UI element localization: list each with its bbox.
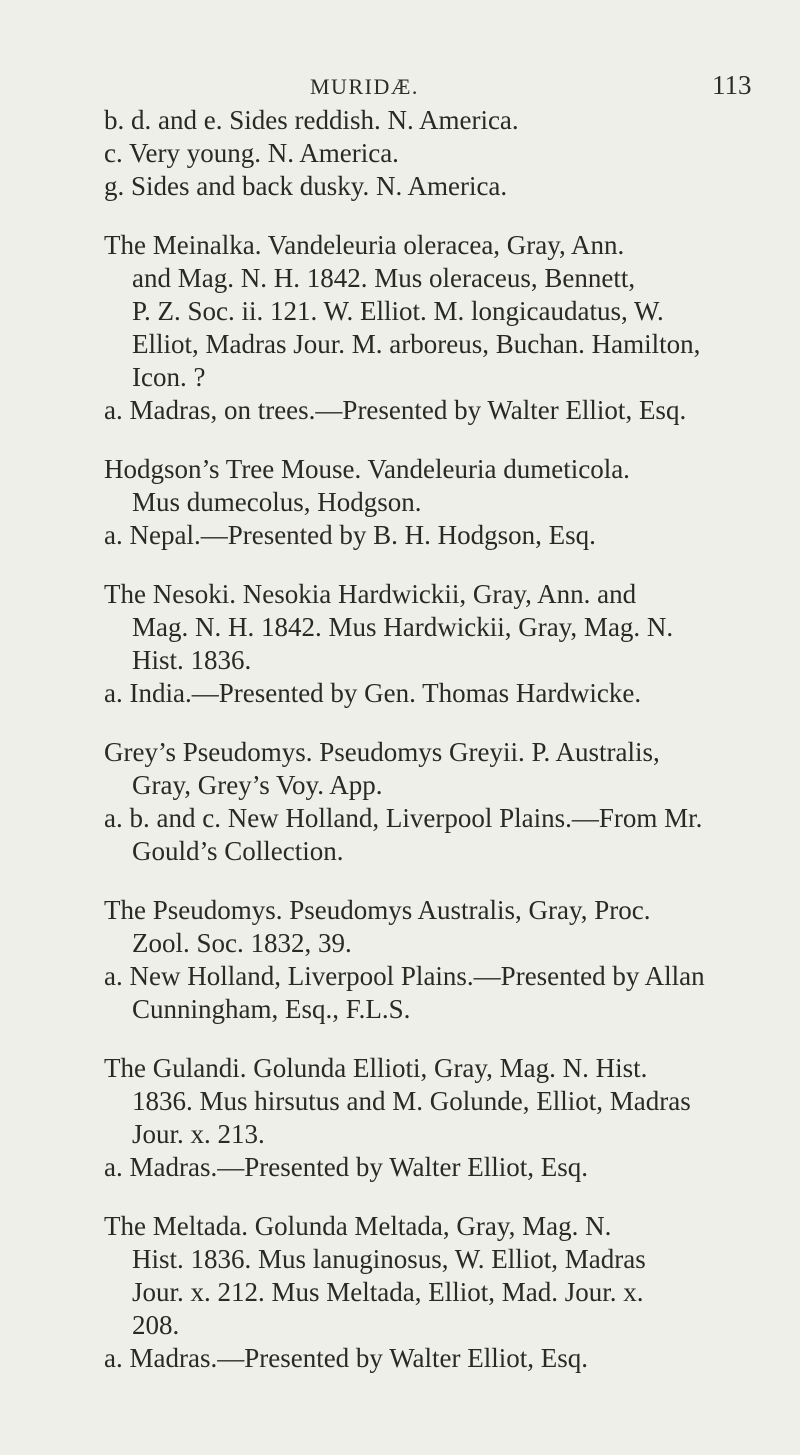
specimen-line: Cunningham, Esq., F.L.S.	[132, 994, 411, 1024]
entry-line: Mag. N. H. 1842. Mus Hardwickii, Gray, Mag. N.	[132, 612, 674, 642]
entry-line: Jour. x. 213.	[132, 1119, 265, 1149]
entry-line: Elliot, Madras Jour. M. arboreus, Buchan. Hamilton,	[132, 329, 701, 359]
entry-line: Hist. 1836. Mus lanuginosus, W. Elliot, Madras	[132, 1244, 646, 1274]
specimen-line: a. Madras, on trees.—Presented by Walter Elliot, Esq.	[104, 395, 687, 425]
specimen-line: a. Madras.—Presented by Walter Elliot, Esq.	[104, 1152, 588, 1182]
entry-heading: The Meltada. Golunda Meltada, Gray, Mag. N.	[104, 1211, 612, 1241]
specimen-line: g. Sides and back dusky. N. America.	[104, 171, 508, 201]
specimen-line: b. d. and e. Sides reddish. N. America.	[104, 105, 519, 135]
page-body	[0, 104, 800, 1375]
entry-heading: The Gulandi. Golunda Ellioti, Gray, Mag. N. Hist.	[104, 1053, 648, 1083]
specimen-line: a. b. and c. New Holland, Liverpool Plains.—From Mr.	[104, 803, 703, 833]
entry-line: Zool. Soc. 1832, 39.	[132, 928, 352, 958]
specimen-line: Gould’s Collection.	[132, 836, 344, 866]
page-number: 113	[712, 70, 752, 100]
entry-line: and Mag. N. H. 1842. Mus oleraceus, Bennett,	[132, 263, 636, 293]
running-title: MURIDÆ.	[310, 74, 419, 99]
entry-line: Gray, Grey’s Voy. App.	[132, 770, 383, 800]
entry-line: Mus dumecolus, Hodgson.	[132, 487, 422, 517]
specimen-line: a. New Holland, Liverpool Plains.—Presented by Allan	[104, 961, 705, 991]
entry-line: 208.	[132, 1310, 180, 1340]
entry-heading: Hodgson’s Tree Mouse. Vandeleuria dumeticola.	[104, 454, 630, 484]
specimen-line: a. India.—Presented by Gen. Thomas Hardwicke.	[104, 678, 642, 708]
entry-line: Hist. 1836.	[132, 645, 252, 675]
entry-line: Icon. ?	[132, 362, 206, 392]
entry-line: Jour. x. 212. Mus Meltada, Elliot, Mad. Jour. x.	[132, 1277, 644, 1307]
entry-line: P. Z. Soc. ii. 121. W. Elliot. M. longicaudatus, W.	[132, 296, 664, 326]
specimen-line: a. Madras.—Presented by Walter Elliot, Esq.	[104, 1343, 588, 1373]
entry-line: 1836. Mus hirsutus and M. Golunde, Elliot, Madras	[132, 1086, 691, 1116]
entry-heading: Grey’s Pseudomys. Pseudomys Greyii. P. Australis,	[104, 737, 660, 767]
entry-heading: The Meinalka. Vandeleuria oleracea, Gray, Ann.	[104, 230, 625, 260]
specimen-line: a. Nepal.—Presented by B. H. Hodgson, Esq.	[104, 520, 596, 550]
entry-heading: The Nesoki. Nesokia Hardwickii, Gray, Ann. and	[104, 579, 637, 609]
specimen-line: c. Very young. N. America.	[104, 138, 399, 168]
entry-heading: The Pseudomys. Pseudomys Australis, Gray, Proc.	[104, 895, 651, 925]
